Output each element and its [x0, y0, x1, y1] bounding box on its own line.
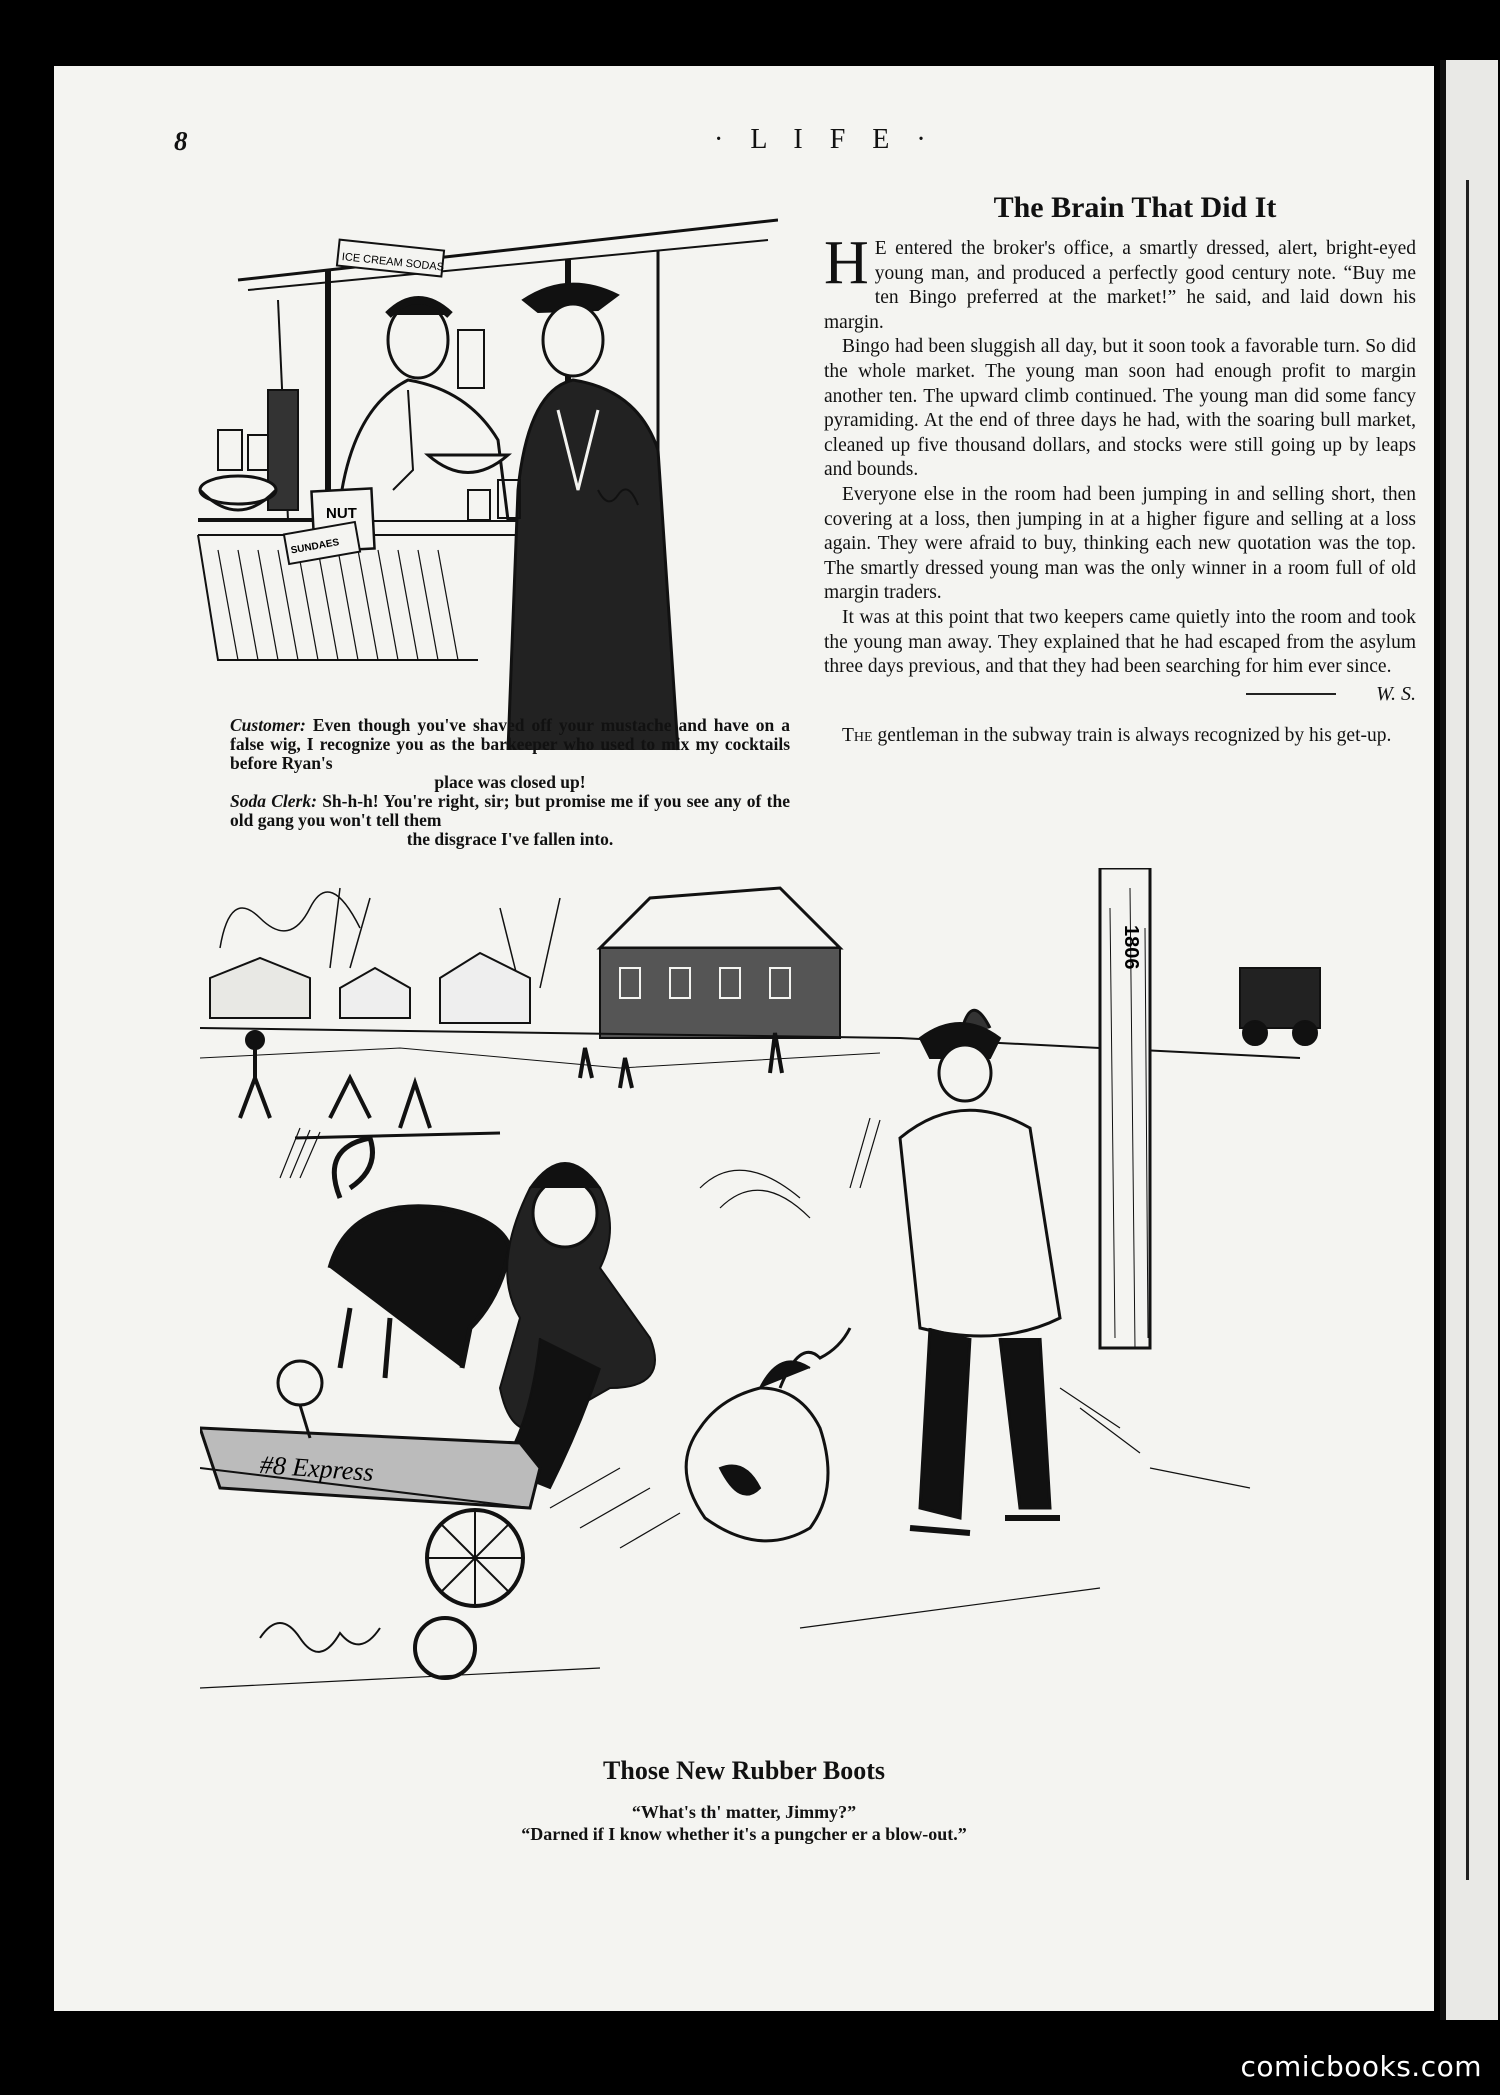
boots-line-1: “What's th' matter, Jimmy?” [631, 1802, 857, 1822]
clerk-line: Sh-h-h! You're right, sir; but promise me if you see any of the old gang you won't tell them [230, 791, 790, 830]
nut-card-line1: NUT [326, 505, 357, 522]
paragraph-4: It was at this point that two keepers came quietly into the room and took the young man away. They explained that he had escaped from the asylum three days previous, and that they had been searching for him ever since. [824, 606, 1416, 678]
rubber-boots-illustration [200, 868, 1420, 1756]
customer-line: Even though you've shaved off your mustache and have on a false wig, I recognize you as the barkeeper who used to mix my cocktails before Ryan's [230, 715, 791, 773]
paragraph-2: Bingo had been sluggish all day, but it soon took a favorable turn. So did the whole market. The young man soon had enough profit to margin another ten. The upward climb continued. The young man did some fancy pyramiding. At the end of three days he had, with the soaring bull market, cleaned up five thousand dollars, and stocks were still going up by leaps and bounds. [824, 336, 1416, 481]
paragraph-1: E entered the broker's office, a smartly dressed, alert, bright-eyed young man, and produced a perfectly good century note. “Buy me ten Bingo preferred at the market!” he said, and laid down his margin. [824, 238, 1416, 333]
soda-cartoon-caption [230, 716, 790, 849]
boots-cartoon-title: Those New Rubber Boots [603, 1756, 885, 1785]
drop-cap: H [824, 229, 869, 297]
clerk-line-end: the disgrace I've fallen into. [406, 829, 614, 849]
page-number: 8 [174, 126, 188, 156]
running-head: · L I F E · [714, 124, 936, 155]
author-signature: W. S. [1376, 682, 1416, 705]
ice-cream-sodas-sign: ICE CREAM SODAS [341, 250, 445, 274]
clerk-speaker: Soda Clerk: [230, 791, 317, 811]
nut-card-line2: SUNDAES [289, 537, 341, 557]
customer-speaker: Customer: [230, 715, 306, 735]
customer-line-end: place was closed up! [434, 772, 586, 792]
boots-line-2: “Darned if I know whether it's a pungcher er a blow-out.” [521, 1824, 967, 1844]
joke-lead: The [842, 725, 873, 747]
joke-rest: gentleman in the subway train is always recognized by his get-up. [872, 725, 1392, 747]
article-signoff [824, 682, 1416, 707]
boots-cartoon-dialogue [54, 1801, 1434, 1845]
site-watermark: comicbooks.com [1240, 2050, 1482, 2083]
soda-fountain-illustration [178, 190, 778, 770]
next-page-edge [1440, 60, 1498, 2020]
subway-joke [824, 724, 1416, 749]
wagon-label: #8 Express [258, 1450, 375, 1487]
magazine-page [54, 66, 1434, 2011]
article-title: The Brain That Did It [993, 191, 1277, 224]
article-body [824, 229, 1416, 749]
paragraph-3: Everyone else in the room had been jumping in and selling short, then covering at a loss, then jumping in at a higher figure and selling at a loss again. They were afraid to buy, thinking each new quotation was the top. The smartly dressed young man was the only winner in a room full of old margin traders. [824, 483, 1416, 604]
article-brain-that-did-it [824, 191, 1416, 749]
short-rule [1246, 693, 1336, 695]
pole-number: 1806 [1120, 925, 1142, 970]
